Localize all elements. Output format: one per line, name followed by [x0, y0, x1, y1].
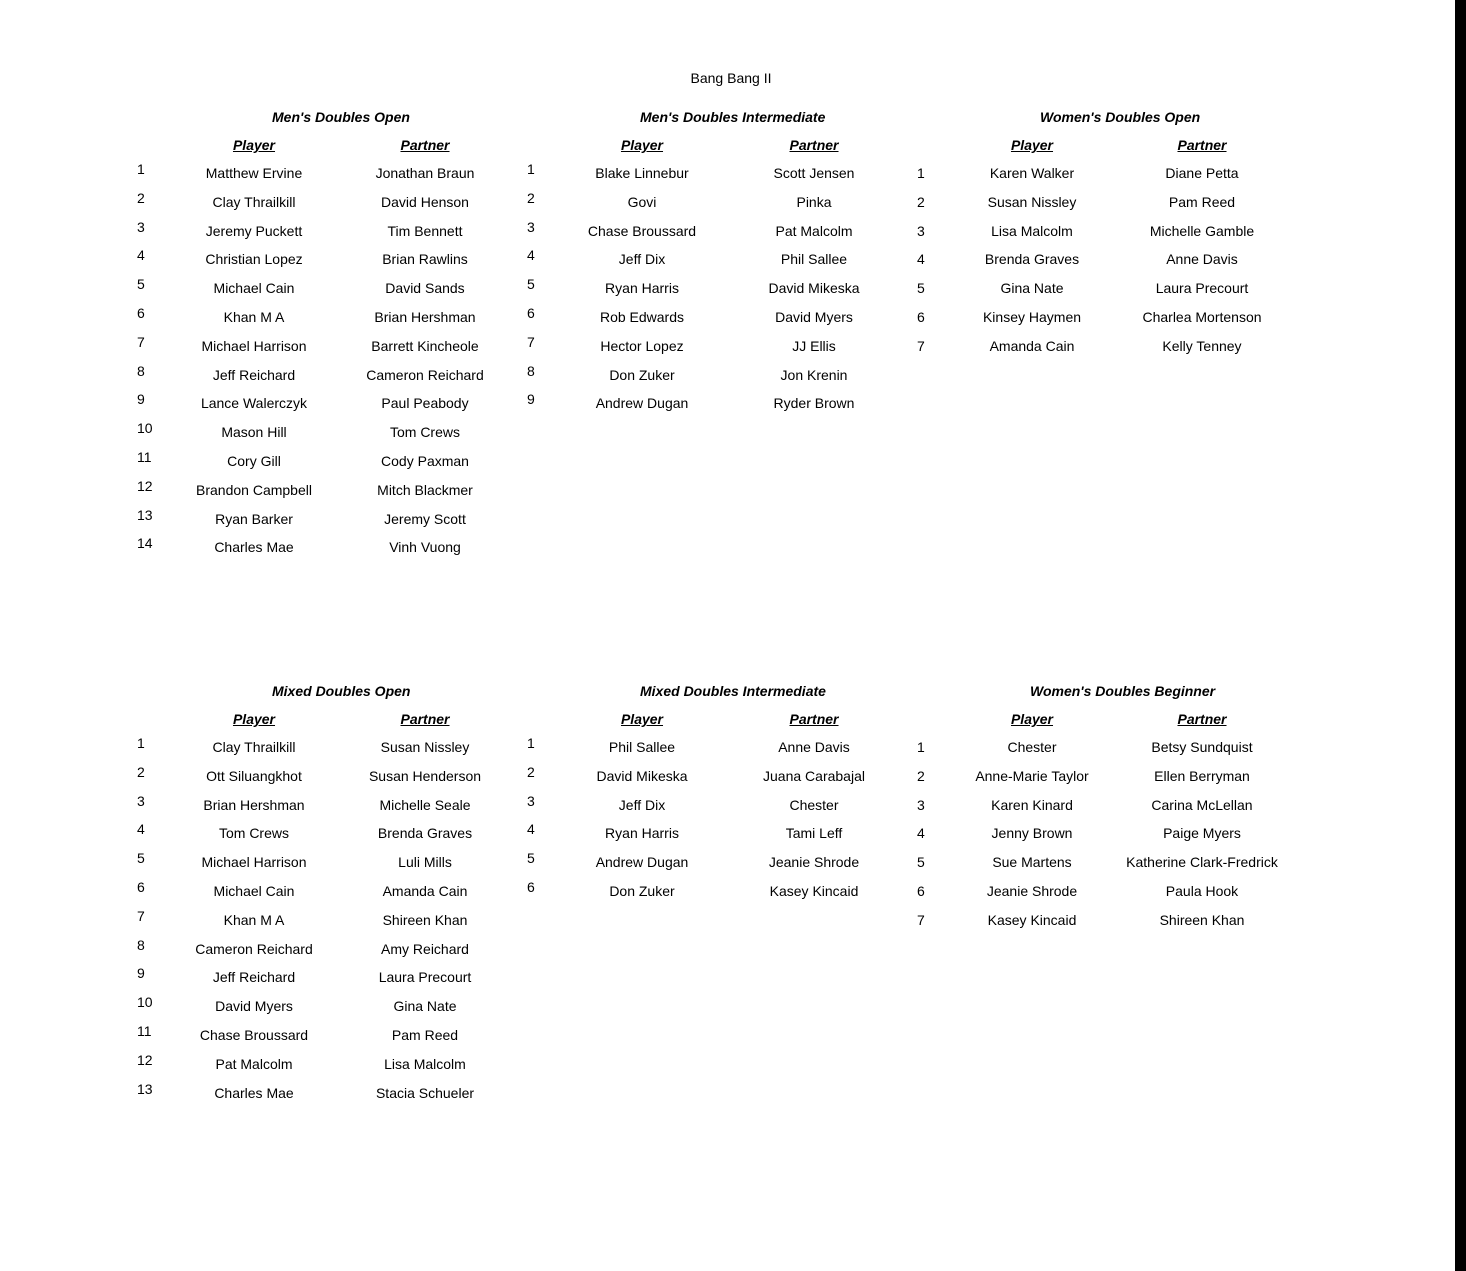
- partner-name: Kelly Tenney: [1162, 337, 1242, 354]
- team-entry-row: [527, 161, 897, 193]
- partner-name: Susan Henderson: [368, 767, 482, 784]
- entries-list: [917, 164, 1287, 366]
- player-name: Andrew Dugan: [595, 854, 689, 871]
- section-title: Men's Doubles Intermediate: [640, 109, 826, 125]
- seed-number: 2: [527, 763, 535, 780]
- player-name: Jeanie Shrode: [986, 882, 1078, 899]
- partner-name: Mitch Blackmer: [377, 481, 473, 498]
- seed-number: 2: [527, 189, 535, 206]
- team-entry-row: [527, 247, 897, 279]
- team-entry-row: [137, 1022, 507, 1055]
- partner-name: Barrett Kincheole: [371, 337, 479, 354]
- team-entry-row: [137, 792, 507, 825]
- seed-number: 2: [917, 767, 925, 784]
- team-entry-row: [137, 878, 507, 911]
- team-entry-row: [917, 882, 1287, 911]
- partner-name: Amy Reichard: [381, 940, 469, 957]
- partner-name: Diane Petta: [1165, 165, 1239, 181]
- team-entry-row: [917, 767, 1287, 796]
- partner-name: Shireen Khan: [1159, 911, 1245, 928]
- team-entry-row: [527, 821, 897, 853]
- seed-number: 5: [527, 276, 535, 293]
- team-entry-row: [137, 362, 507, 395]
- player-name: Govi: [627, 193, 657, 210]
- seed-number: 4: [137, 247, 145, 264]
- player-name: Ryan Harris: [605, 280, 679, 297]
- player-name: Jeff Dix: [618, 796, 666, 813]
- seed-number: 14: [137, 535, 153, 552]
- team-entry-row: [527, 391, 897, 423]
- partner-name: Brian Hershman: [374, 308, 476, 325]
- seed-number: 7: [917, 337, 925, 354]
- player-name: Jeremy Puckett: [205, 222, 303, 239]
- team-entry-row: [137, 994, 507, 1026]
- partner-name: Pat Malcolm: [775, 222, 853, 239]
- partner-name: Jon Krenin: [780, 366, 848, 383]
- partner-name: Katherine Clark-Fredrick: [1126, 854, 1278, 871]
- seed-number: 7: [137, 333, 145, 350]
- player-name: Matthew Ervine: [205, 165, 303, 181]
- partner-name: Jonathan Braun: [375, 165, 475, 181]
- partner-name: Ellen Berryman: [1154, 767, 1250, 784]
- team-entry-row: [527, 218, 897, 251]
- partner-column-header: Partner: [789, 711, 839, 727]
- partner-name: Jeanie Shrode: [768, 854, 860, 871]
- section-title: Mixed Doubles Intermediate: [640, 683, 826, 699]
- team-entry-row: [917, 193, 1287, 222]
- team-entry-row: [137, 304, 507, 337]
- seed-number: 7: [137, 907, 145, 924]
- seed-number: 12: [137, 1051, 153, 1068]
- partner-name: Shireen Khan: [382, 911, 468, 928]
- player-name: Ryan Harris: [605, 825, 679, 842]
- seed-number: 9: [137, 391, 145, 408]
- seed-number: 5: [917, 280, 925, 297]
- team-entry-row: [137, 735, 507, 767]
- player-name: Susan Nissley: [987, 193, 1077, 210]
- player-name: Clay Thrailkill: [212, 739, 296, 755]
- seed-number: 13: [137, 1080, 153, 1097]
- team-entry-row: [527, 189, 897, 222]
- seed-number: 2: [917, 193, 925, 210]
- seed-number: 4: [917, 251, 925, 268]
- team-entry-row: [917, 853, 1287, 882]
- partner-name: Amanda Cain: [382, 882, 468, 899]
- partner-name: Brenda Graves: [377, 825, 473, 842]
- partner-column-header: Partner: [1177, 137, 1227, 153]
- partner-name: David Mikeska: [768, 280, 860, 297]
- seed-number: 8: [137, 362, 145, 379]
- player-name: Cameron Reichard: [195, 940, 313, 957]
- partner-name: Scott Jensen: [773, 165, 855, 181]
- seed-number: 6: [527, 304, 535, 321]
- player-name: Chase Broussard: [587, 222, 697, 239]
- player-name: Amanda Cain: [989, 337, 1075, 354]
- section-title: Women's Doubles Beginner: [1030, 683, 1216, 699]
- seed-number: 6: [137, 878, 145, 895]
- partner-name: Vinh Vuong: [389, 539, 461, 556]
- seed-number: 13: [137, 506, 153, 523]
- section-title: Men's Doubles Open: [272, 109, 410, 125]
- player-name: Michael Cain: [213, 280, 295, 297]
- partner-name: Charlea Mortenson: [1142, 308, 1262, 325]
- team-entry-row: [137, 477, 507, 510]
- partner-column-header: Partner: [1177, 711, 1227, 727]
- partner-name: JJ Ellis: [792, 337, 836, 354]
- seed-number: 3: [527, 792, 535, 809]
- player-name: Pat Malcolm: [215, 1055, 293, 1072]
- player-name: Sue Martens: [992, 854, 1072, 871]
- partner-name: Michelle Gamble: [1149, 222, 1255, 239]
- team-entry-row: [137, 218, 507, 251]
- player-name: Charles Mae: [214, 1084, 294, 1101]
- partner-name: Pam Reed: [391, 1026, 459, 1043]
- team-entry-row: [137, 1051, 507, 1084]
- player-name: David Mikeska: [596, 767, 688, 784]
- player-name: Kinsey Haymen: [982, 308, 1082, 325]
- seed-number: 3: [917, 222, 925, 239]
- seed-number: 7: [917, 911, 925, 928]
- player-name: Michael Harrison: [201, 854, 307, 871]
- player-name: Gina Nate: [1000, 280, 1064, 297]
- team-entry-row: [917, 250, 1287, 279]
- seed-number: 1: [527, 161, 535, 177]
- partner-column-header: Partner: [400, 711, 450, 727]
- seed-number: 9: [137, 965, 145, 982]
- team-entry-row: [527, 763, 897, 796]
- team-entry-row: [917, 337, 1287, 366]
- player-name: Mason Hill: [221, 424, 287, 441]
- seed-number: 8: [137, 936, 145, 953]
- partner-name: Carina McLellan: [1151, 796, 1253, 813]
- seed-number: 3: [137, 218, 145, 235]
- seed-number: 10: [137, 420, 153, 437]
- seed-number: 10: [137, 994, 153, 1011]
- team-entry-row: [137, 420, 507, 452]
- seed-number: 7: [527, 333, 535, 350]
- team-entry-row: [917, 796, 1287, 825]
- team-entry-row: [137, 247, 507, 279]
- team-entry-row: [137, 965, 507, 997]
- seed-number: 6: [527, 878, 535, 895]
- seed-number: 6: [917, 308, 925, 325]
- entries-list: [527, 161, 897, 423]
- player-name: Khan M A: [223, 911, 285, 928]
- seed-number: 6: [137, 304, 145, 321]
- partner-column-header: Partner: [400, 137, 450, 153]
- seed-number: 11: [137, 1022, 152, 1039]
- team-entry-row: [137, 1080, 507, 1113]
- seed-number: 1: [917, 165, 925, 181]
- seed-number: 8: [527, 362, 535, 379]
- seed-number: 2: [137, 763, 145, 780]
- player-column-header: Player: [232, 137, 276, 153]
- partner-name: Michelle Seale: [379, 796, 471, 813]
- team-entry-row: [137, 506, 507, 539]
- team-entry-row: [527, 850, 897, 882]
- seed-number: 3: [137, 792, 145, 809]
- team-entry-row: [137, 161, 507, 193]
- entries-list: [917, 738, 1287, 940]
- section-title: Women's Doubles Open: [1040, 109, 1201, 125]
- partner-name: Tami Leff: [785, 825, 843, 842]
- player-name: Charles Mae: [214, 539, 294, 556]
- partner-name: Jeremy Scott: [384, 510, 466, 527]
- player-name: Brenda Graves: [984, 251, 1080, 268]
- team-entry-row: [137, 850, 507, 882]
- player-name: Brandon Campbell: [196, 481, 312, 498]
- partner-name: Tim Bennett: [387, 222, 463, 239]
- team-entry-row: [137, 535, 507, 567]
- player-name: Ryan Barker: [215, 510, 293, 527]
- partner-name: Luli Mills: [398, 854, 452, 871]
- player-name: Jenny Brown: [991, 825, 1073, 842]
- seed-number: 4: [527, 821, 535, 838]
- partner-name: Kasey Kincaid: [769, 882, 859, 899]
- seed-number: 9: [527, 391, 535, 408]
- partner-name: David Sands: [385, 280, 465, 297]
- seed-number: 4: [527, 247, 535, 264]
- seed-number: 6: [917, 882, 925, 899]
- seed-number: 2: [137, 189, 145, 206]
- player-name: Chase Broussard: [199, 1026, 309, 1043]
- player-name: Don Zuker: [609, 882, 675, 899]
- partner-name: Paul Peabody: [381, 395, 469, 412]
- partner-name: Susan Nissley: [380, 739, 470, 755]
- partner-name: Brian Rawlins: [382, 251, 468, 268]
- partner-name: Paula Hook: [1165, 882, 1239, 899]
- player-name: Clay Thrailkill: [212, 193, 296, 210]
- player-name: Cory Gill: [227, 452, 281, 469]
- player-name: Ott Siluangkhot: [206, 767, 302, 784]
- team-entry-row: [917, 738, 1287, 767]
- team-entry-row: [137, 189, 507, 222]
- partner-name: Pinka: [796, 193, 832, 210]
- team-entry-row: [137, 936, 507, 969]
- player-name: Christian Lopez: [205, 251, 303, 268]
- player-name: Phil Sallee: [608, 739, 676, 755]
- seed-number: 12: [137, 477, 153, 494]
- player-name: Jeff Reichard: [212, 366, 296, 383]
- team-entry-row: [137, 448, 507, 481]
- entries-list: [137, 161, 507, 567]
- seed-number: 5: [527, 850, 535, 867]
- player-column-header: Player: [620, 137, 664, 153]
- seed-number: 3: [917, 796, 925, 813]
- team-entry-row: [527, 304, 897, 337]
- team-entry-row: [527, 333, 897, 366]
- team-entry-row: [917, 911, 1287, 940]
- seed-number: 1: [137, 735, 145, 751]
- player-name: Jeff Dix: [618, 251, 666, 268]
- partner-name: Betsy Sundquist: [1151, 739, 1253, 755]
- player-name: David Myers: [215, 998, 293, 1015]
- page-edge-bar: [1455, 0, 1466, 1271]
- player-name: Kasey Kincaid: [987, 911, 1077, 928]
- player-name: Karen Kinard: [991, 796, 1073, 813]
- player-name: Brian Hershman: [203, 796, 305, 813]
- player-name: Michael Cain: [213, 882, 295, 899]
- partner-name: Phil Sallee: [780, 251, 848, 268]
- partner-name: Cameron Reichard: [366, 366, 484, 383]
- partner-name: Tom Crews: [389, 424, 460, 441]
- partner-name: Juana Carabajal: [763, 767, 865, 784]
- player-column-header: Player: [620, 711, 664, 727]
- player-name: Blake Linnebur: [595, 165, 689, 181]
- partner-name: Laura Precourt: [1155, 280, 1249, 297]
- partner-name: Chester: [789, 796, 839, 813]
- player-name: Chester: [1007, 739, 1057, 755]
- partner-name: David Henson: [381, 193, 469, 210]
- partner-name: Gina Nate: [393, 998, 457, 1015]
- entries-list: [527, 735, 897, 911]
- player-column-header: Player: [1010, 711, 1054, 727]
- partner-name: Cody Paxman: [381, 452, 469, 469]
- team-entry-row: [527, 362, 897, 395]
- player-name: Michael Harrison: [201, 337, 307, 354]
- player-name: Rob Edwards: [599, 308, 685, 325]
- partner-name: Stacia Schueler: [375, 1084, 475, 1101]
- player-name: Don Zuker: [609, 366, 675, 383]
- player-name: Tom Crews: [218, 825, 289, 842]
- player-column-header: Player: [232, 711, 276, 727]
- team-entry-row: [917, 164, 1287, 193]
- team-entry-row: [917, 279, 1287, 308]
- team-entry-row: [527, 735, 897, 767]
- partner-column-header: Partner: [789, 137, 839, 153]
- partner-name: Paige Myers: [1163, 825, 1241, 842]
- seed-number: 4: [137, 821, 145, 838]
- team-entry-row: [527, 276, 897, 308]
- team-entry-row: [527, 792, 897, 825]
- team-entry-row: [137, 821, 507, 853]
- team-entry-row: [917, 222, 1287, 251]
- player-column-header: Player: [1010, 137, 1054, 153]
- section-title: Mixed Doubles Open: [272, 683, 411, 699]
- player-name: Jeff Reichard: [212, 969, 296, 986]
- partner-name: Lisa Malcolm: [384, 1055, 466, 1072]
- team-entry-row: [137, 907, 507, 940]
- seed-number: 5: [137, 276, 145, 293]
- entries-list: [137, 735, 507, 1112]
- partner-name: David Myers: [775, 308, 853, 325]
- seed-number: 4: [917, 825, 925, 842]
- seed-number: 3: [527, 218, 535, 235]
- team-entry-row: [527, 878, 897, 911]
- seed-number: 1: [527, 735, 535, 751]
- seed-number: 1: [917, 739, 925, 755]
- team-entry-row: [137, 763, 507, 796]
- document-title: Bang Bang II: [690, 70, 772, 86]
- player-name: Lisa Malcolm: [991, 222, 1073, 239]
- partner-name: Ryder Brown: [773, 395, 855, 412]
- team-entry-row: [137, 276, 507, 308]
- player-name: Lance Walerczyk: [200, 395, 308, 412]
- seed-number: 5: [917, 854, 925, 871]
- partner-name: Anne Davis: [1166, 251, 1238, 268]
- partner-name: Laura Precourt: [378, 969, 472, 986]
- team-entry-row: [917, 308, 1287, 337]
- partner-name: Anne Davis: [778, 739, 850, 755]
- player-name: Anne-Marie Taylor: [975, 767, 1089, 784]
- player-name: Andrew Dugan: [595, 395, 689, 412]
- team-entry-row: [137, 391, 507, 423]
- seed-number: 5: [137, 850, 145, 867]
- seed-number: 11: [137, 448, 152, 465]
- seed-number: 1: [137, 161, 145, 177]
- team-entry-row: [917, 824, 1287, 853]
- player-name: Khan M A: [223, 308, 285, 325]
- team-entry-row: [137, 333, 507, 366]
- player-name: Karen Walker: [989, 165, 1075, 181]
- partner-name: Pam Reed: [1168, 193, 1236, 210]
- player-name: Hector Lopez: [600, 337, 684, 354]
